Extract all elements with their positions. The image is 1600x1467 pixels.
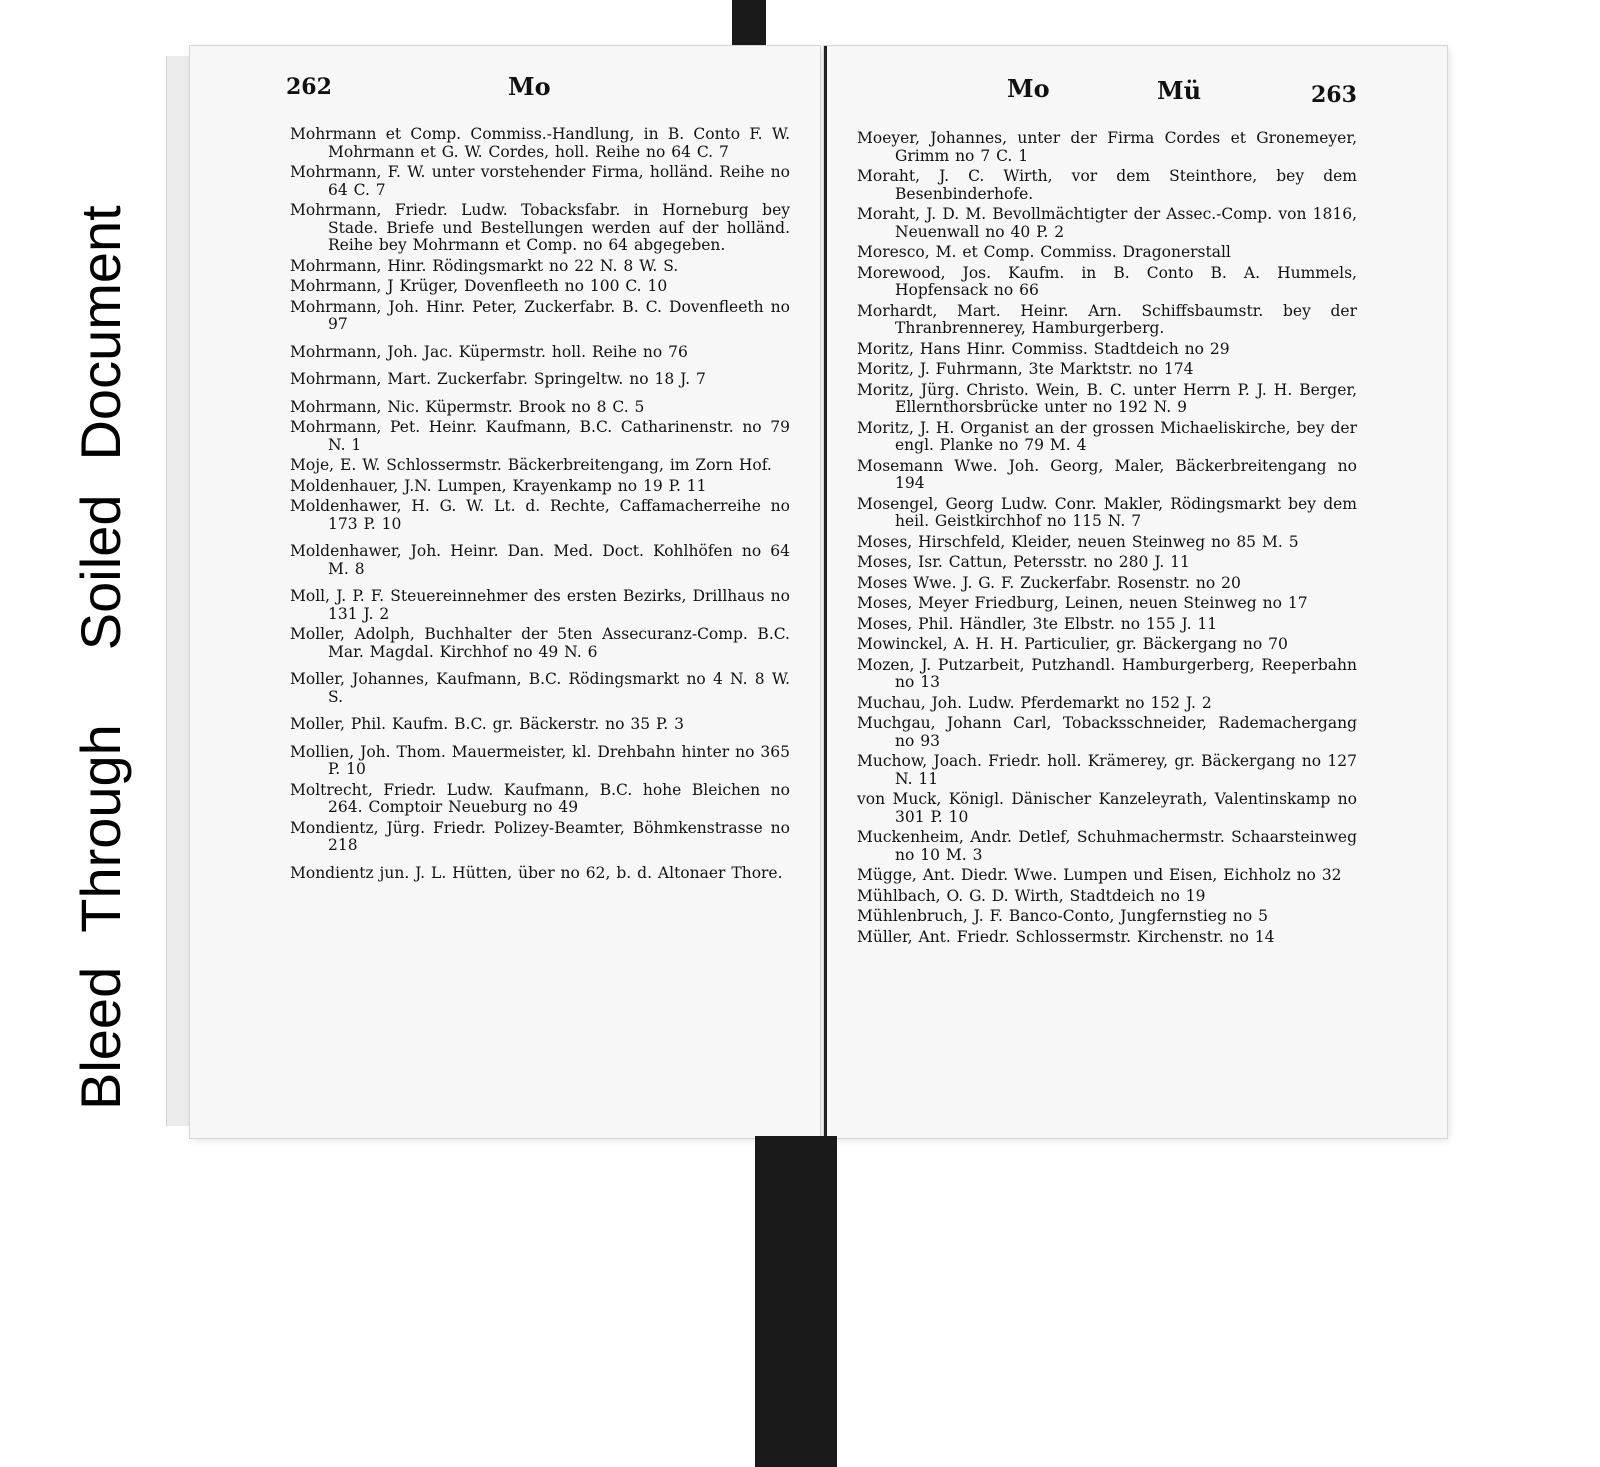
directory-entries	[290, 126, 790, 885]
directory-entry: Mondientz jun. J. L. Hütten, über no 62, b. d. Altonaer Thore.	[290, 863, 783, 882]
directory-entry: Mühlbach, O. G. D. Wirth, Stadtdeich no 19	[857, 886, 1206, 905]
directory-entry: Mohrmann, Hinr. Rödingsmarkt no 22 N. 8 W. S.	[290, 256, 679, 275]
directory-entry: Moritz, J. Fuhrmann, 3te Marktstr. no 174	[857, 360, 1194, 378]
directory-entries	[857, 130, 1357, 949]
directory-entry: Moller, Adolph, Buchhalter der 5ten Assecuranz-Comp. B.C. Mar. Magdal. Kirchhof no 49 N. 6	[290, 625, 790, 661]
directory-entry: Mondientz, Jürg. Friedr. Polizey-Beamter, Böhmkenstrasse no 218	[290, 818, 790, 854]
directory-entry: Müller, Ant. Friedr. Schlossermstr. Kirchenstr. no 14	[857, 927, 1275, 946]
overlay-label	[40, 40, 160, 1120]
directory-entry: Mozen, J. Putzarbeit, Putzhandl. Hamburgerberg, Reeperbahn no 13	[857, 655, 1357, 691]
directory-entry: von Muck, Königl. Dänischer Kanzeleyrath, Valentinskamp no 301 P. 10	[857, 790, 1357, 826]
directory-entry: Mügge, Ant. Diedr. Wwe. Lumpen und Eisen, Eichholz no 32	[857, 866, 1342, 884]
directory-entry: Moritz, J. H. Organist an der grossen Michaeliskirche, bey der engl. Planke no 79 M. 4	[857, 418, 1357, 454]
directory-entry: Mohrmann, Friedr. Ludw. Tobacksfabr. in Horneburg bey Stade. Briefe und Bestellungen werden auf der holländ. Reihe bey Mohrmann et Comp. no 64 abgegeben.	[290, 201, 790, 254]
directory-entry: Mohrmann, Mart. Zuckerfabr. Springeltw. no 18 J. 7	[290, 370, 706, 388]
page-edge	[166, 56, 191, 1126]
directory-entry: Moje, E. W. Schlossermstr. Bäckerbreitengang, im Zorn Hof.	[290, 456, 772, 474]
directory-entry: Muchow, Joach. Friedr. holl. Krämerey, gr. Bäckergang no 127 N. 11	[857, 752, 1357, 788]
directory-entry: Moresco, M. et Comp. Commiss. Dragonerstall	[857, 243, 1231, 261]
directory-entry: Moller, Phil. Kaufm. B.C. gr. Bäckerstr. no 35 P. 3	[290, 715, 685, 733]
directory-entry: Morhardt, Mart. Heinr. Arn. Schiffsbaumstr. bey der Thranbrennerey, Hamburgerberg.	[857, 301, 1357, 337]
binding-strip-top	[732, 0, 766, 46]
folio-number: 262	[286, 74, 332, 100]
directory-entry: Moses Wwe. J. G. F. Zuckerfabr. Rosenstr. no 20	[857, 573, 1241, 592]
directory-entry: Moses, Phil. Händler, 3te Elbstr. no 155 J. 11	[857, 614, 1218, 633]
directory-entry: Moritz, Hans Hinr. Commiss. Stadtdeich no 29	[857, 339, 1230, 358]
running-head: Mo	[1007, 74, 1050, 103]
running-head: Mü	[1157, 76, 1202, 105]
folio-number: 263	[1311, 82, 1357, 108]
directory-entry: Moraht, J. C. Wirth, vor dem Steinthore, bey dem Besenbinderhofe.	[857, 167, 1357, 203]
directory-entry: Moldenhawer, H. G. W. Lt. d. Rechte, Caffamacherreihe no 173 P. 10	[290, 497, 790, 533]
right-page	[824, 46, 1447, 1138]
directory-entry: Mohrmann, Nic. Küpermstr. Brook no 8 C. 5	[290, 397, 645, 416]
directory-entry: Mosengel, Georg Ludw. Conr. Makler, Rödingsmarkt bey dem heil. Geistkirchhof no 115 N. 7	[857, 494, 1357, 530]
overlay-label-word: Document	[68, 205, 132, 461]
directory-entry: Mühlenbruch, J. F. Banco-Conto, Jungfernstieg no 5	[857, 907, 1268, 925]
directory-entry: Moses, Meyer Friedburg, Leinen, neuen Steinweg no 17	[857, 594, 1308, 612]
directory-entry: Moller, Johannes, Kaufmann, B.C. Rödingsmarkt no 4 N. 8 W. S.	[290, 670, 790, 706]
directory-entry: Muckenheim, Andr. Detlef, Schuhmachermstr. Schaarsteinweg no 10 M. 3	[857, 828, 1357, 864]
directory-entry: Moeyer, Johannes, unter der Firma Cordes et Gronemeyer, Grimm no 7 C. 1	[857, 129, 1357, 165]
directory-entry: Moldenhauer, J.N. Lumpen, Krayenkamp no 19 P. 11	[290, 476, 707, 495]
directory-entry: Mohrmann, Pet. Heinr. Kaufmann, B.C. Catharinenstr. no 79 N. 1	[290, 418, 790, 454]
directory-entry: Mohrmann, F. W. unter vorstehender Firma, holländ. Reihe no 64 C. 7	[290, 163, 790, 199]
directory-entry: Morewood, Jos. Kaufm. in B. Conto B. A. Hummels, Hopfensack no 66	[857, 263, 1357, 299]
directory-entry: Mohrmann et Comp. Commiss.-Handlung, in B. Conto F. W. Mohrmann et G. W. Cordes, holl. Reihe no 64 C. 7	[290, 125, 790, 161]
directory-entry: Moses, Isr. Cattun, Petersstr. no 280 J. 11	[857, 553, 1190, 571]
directory-entry: Mohrmann, Joh. Jac. Küpermstr. holl. Reihe no 76	[290, 342, 688, 361]
overlay-label-word: Soiled	[68, 494, 132, 651]
directory-entry: Mohrmann, Joh. Hinr. Peter, Zuckerfabr. B. C. Dovenfleeth no 97	[290, 297, 790, 333]
directory-entry: Muchau, Joh. Ludw. Pferdemarkt no 152 J. 2	[857, 693, 1212, 712]
running-head: Mo	[508, 72, 551, 101]
directory-entry: Mosemann Wwe. Joh. Georg, Maler, Bäckerbreitengang no 194	[857, 456, 1357, 492]
directory-entry: Muchgau, Johann Carl, Tobacksschneider, Rademachergang no 93	[857, 714, 1357, 750]
directory-entry: Mollien, Joh. Thom. Mauermeister, kl. Drehbahn hinter no 365 P. 10	[290, 742, 790, 778]
binding-strip-bottom	[755, 1136, 837, 1467]
overlay-label-word: Bleed	[68, 966, 132, 1110]
directory-entry: Moritz, Jürg. Christo. Wein, B. C. unter Herrn P. J. H. Berger, Ellernthorsbrücke unter no 192 N. 9	[857, 380, 1357, 416]
left-page	[190, 46, 820, 1138]
directory-entry: Moll, J. P. F. Steuereinnehmer des ersten Bezirks, Drillhaus no 131 J. 2	[290, 587, 790, 623]
directory-entry: Mohrmann, J Krüger, Dovenfleeth no 100 C. 10	[290, 277, 668, 295]
directory-entry: Moraht, J. D. M. Bevollmächtigter der Assec.-Comp. von 1816, Neuenwall no 40 P. 2	[857, 205, 1357, 241]
directory-entry: Moses, Hirschfeld, Kleider, neuen Steinweg no 85 M. 5	[857, 532, 1299, 551]
directory-entry: Mowinckel, A. H. H. Particulier, gr. Bäckergang no 70	[857, 635, 1288, 653]
directory-entry: Moltrecht, Friedr. Ludw. Kaufmann, B.C. hohe Bleichen no 264. Comptoir Neueburg no 49	[290, 780, 790, 816]
directory-entry: Moldenhawer, Joh. Heinr. Dan. Med. Doct. Kohlhöfen no 64 M. 8	[290, 542, 790, 578]
overlay-label-word: Through	[68, 724, 132, 933]
